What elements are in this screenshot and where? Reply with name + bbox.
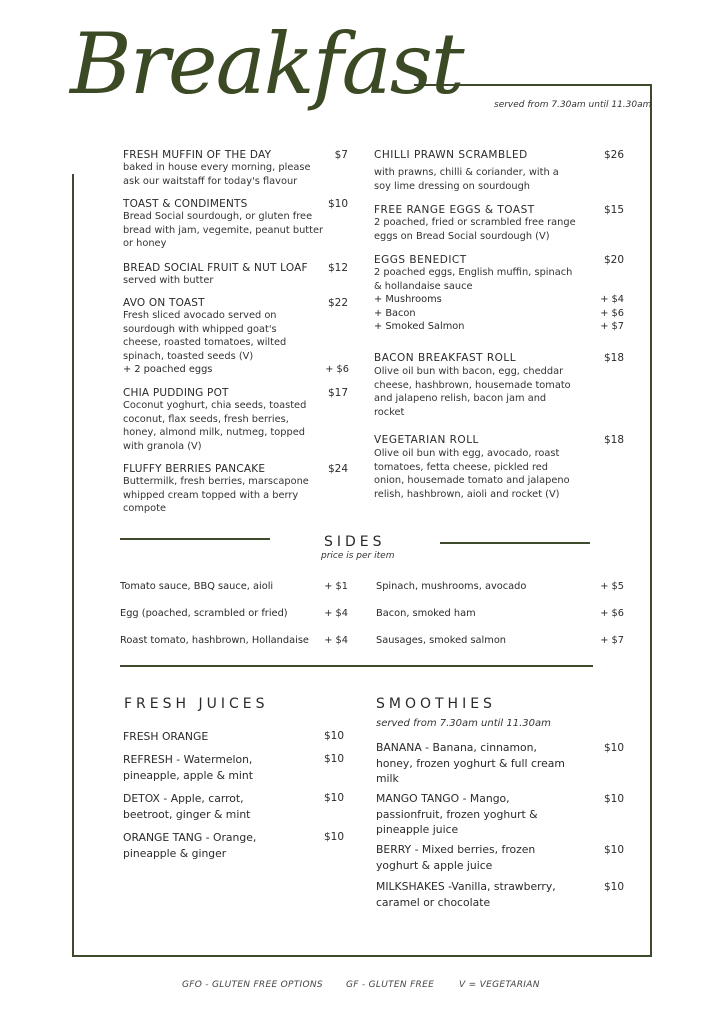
juice-item-price: $10 [323, 831, 344, 843]
menu-item-description-block [374, 447, 626, 501]
menu-item-price: $10 [327, 198, 348, 210]
menu-item-description: sourdough with whipped goat's [123, 323, 277, 335]
menu-item [374, 434, 626, 501]
juice-item-text: beetroot, ginger & mint [123, 807, 251, 821]
juice-item-price: $10 [323, 792, 344, 804]
menu-item-addon [374, 307, 624, 321]
menu-item-price: $7 [334, 149, 348, 161]
juice-item-text: pineapple, apple & mint [123, 768, 254, 782]
menu-item-addon [123, 363, 349, 377]
menu-item-description: baked in house every morning, please [123, 162, 311, 173]
menu-item-description: soy lime dressing on sourdough [374, 180, 530, 192]
menu-item-description: Olive oil bun with bacon, egg, cheddar [374, 366, 564, 377]
juice-item-text: DETOX - Apple, carrot, [123, 792, 244, 805]
side-item-label: Bacon, smoked ham [376, 608, 476, 619]
menu-item-description: relish, hashbrown, aioli and rocket (V) [374, 488, 560, 500]
menu-item-description: honey, almond milk, nutmeg, topped [123, 427, 305, 438]
menu-item-addon [374, 320, 624, 334]
menu-item-name: BREAD SOCIAL FRUIT & NUT LOAF [123, 262, 308, 274]
menu-item-price: $18 [603, 352, 624, 364]
side-item-price: + $7 [600, 635, 624, 646]
addon-price: + $4 [600, 294, 624, 305]
addon-price: + $6 [600, 307, 624, 319]
menu-item-description: & hollandaise sauce [374, 280, 473, 292]
juice-item [123, 752, 313, 783]
smoothie-item-price: $10 [603, 793, 624, 805]
menu-item-description-block [374, 266, 626, 293]
menu-item-price: $17 [327, 387, 348, 399]
smoothie-item-price: $10 [603, 742, 624, 754]
side-item-label: Tomato sauce, BBQ sauce, aioli [120, 581, 274, 592]
menu-item-description-block [374, 216, 626, 243]
menu-item-description: 2 poached eggs, English muffin, spinach [374, 267, 573, 278]
menu-item-name: CHILLI PRAWN SCRAMBLED [374, 149, 528, 161]
smoothie-item-text: honey, frozen yoghurt & full cream [376, 756, 565, 770]
juice-item-price: $10 [323, 730, 344, 742]
menu-item-description: whipped cream topped with a berry [123, 489, 299, 501]
smoothie-item-text: BANANA - Banana, cinnamon, [376, 741, 537, 754]
side-item-price: + $4 [324, 608, 348, 619]
menu-item-description-block [374, 365, 626, 419]
smoothie-item-text: caramel or chocolate [376, 895, 491, 909]
menu-item-description: or honey [123, 238, 167, 249]
juice-item [123, 729, 313, 745]
menu-item-description: onion, housemade tomato and jalapeno [374, 475, 570, 486]
side-item-label: Roast tomato, hashbrown, Hollandaise [120, 635, 309, 646]
menu-item-price: $18 [603, 434, 624, 446]
menu-item-price: $12 [327, 262, 348, 274]
menu-item-price: $20 [603, 254, 624, 266]
menu-item-description-block [374, 166, 626, 193]
smoothie-item-text: milk [376, 772, 399, 785]
menu-item [374, 149, 626, 193]
menu-item-description: rocket [374, 406, 405, 418]
served-hours: served from 7.30am until 11.30am [494, 100, 652, 110]
smoothie-item [376, 740, 601, 787]
juice-item-text: pineapple & ginger [123, 846, 227, 860]
addon-price: + $6 [325, 364, 349, 375]
menu-item-description: cheese, hashbrown, housemade tomato [374, 379, 571, 391]
frame-right-line [650, 84, 652, 957]
menu-item [374, 204, 626, 243]
menu-item [374, 254, 626, 334]
footer-v: V = VEGETARIAN [459, 980, 540, 990]
sides-bottom-divider [120, 665, 593, 667]
side-item-price: + $6 [600, 608, 624, 619]
sides-divider-left [120, 538, 270, 540]
menu-item-name: CHIA PUDDING POT [123, 387, 229, 399]
menu-item-description: cheese, roasted tomatoes, wilted [123, 337, 287, 348]
smoothies-served: served from 7.30am until 11.30am [376, 718, 551, 729]
menu-item-price: $24 [327, 463, 348, 475]
sides-subtitle: price is per item [321, 551, 395, 561]
smoothie-item-text: MILKSHAKES -Vanilla, strawberry, [376, 880, 556, 893]
menu-item-name: FRESH MUFFIN OF THE DAY [123, 149, 272, 161]
menu-item-description: Coconut yoghurt, chia seeds, toasted [123, 400, 307, 411]
smoothie-item-text: passionfruit, frozen yoghurt & [376, 807, 538, 821]
addon-label: + Bacon [374, 307, 416, 319]
smoothie-item [376, 842, 601, 873]
side-item-label: Spinach, mushrooms, avocado [376, 581, 527, 592]
menu-item-description: coconut, flax seeds, fresh berries, [123, 413, 289, 425]
juice-item-price: $10 [323, 753, 344, 765]
menu-item-description: ask our waitstaff for today's flavour [123, 175, 298, 187]
juice-item-text: REFRESH - Watermelon, [123, 753, 253, 766]
smoothie-item [376, 791, 601, 838]
addon-price: + $7 [600, 321, 624, 332]
footer-gfo: GFO - GLUTEN FREE OPTIONS [182, 980, 323, 990]
menu-item-name: BACON BREAKFAST ROLL [374, 352, 517, 364]
juice-item-text: FRESH ORANGE [123, 730, 209, 743]
addon-label: + Smoked Salmon [374, 321, 465, 332]
footer-gf: GF - GLUTEN FREE [346, 980, 435, 990]
menu-item-name: FREE RANGE EGGS & TOAST [374, 204, 535, 216]
juice-item-text: ORANGE TANG - Orange, [123, 831, 257, 844]
menu-item-description: compote [123, 503, 167, 514]
smoothies-title: SMOOTHIES [376, 696, 496, 712]
menu-item-description: Buttermilk, fresh berries, marscapone [123, 476, 309, 487]
menu-item-price: $22 [327, 297, 348, 309]
menu-item-description: eggs on Bread Social sourdough (V) [374, 230, 550, 242]
page-title: Breakfast [70, 15, 463, 113]
smoothie-item-text: MANGO TANGO - Mango, [376, 792, 510, 805]
frame-left-line [72, 174, 74, 957]
smoothie-item-text: BERRY - Mixed berries, frozen [376, 843, 536, 856]
side-item-price: + $1 [324, 581, 348, 592]
menu-item-description: tomatoes, fetta cheese, pickled red [374, 461, 549, 473]
menu-item [374, 352, 626, 419]
menu-item-description: bread with jam, vegemite, peanut butter [123, 224, 324, 236]
menu-item-description: Fresh sliced avocado served on [123, 310, 277, 321]
menu-item-description: with granola (V) [123, 440, 202, 452]
menu-item-name: AVO ON TOAST [123, 297, 205, 309]
side-item-label: Egg (poached, scrambled or fried) [120, 608, 288, 619]
addon-label: + Mushrooms [374, 294, 442, 305]
menu-item-description: served with butter [123, 275, 214, 286]
menu-item-addon [374, 293, 624, 307]
menu-item-description: Olive oil bun with egg, avocado, roast [374, 448, 560, 459]
smoothie-item-price: $10 [603, 881, 624, 893]
sides-divider-right [440, 542, 590, 544]
menu-item-name: TOAST & CONDIMENTS [123, 198, 248, 210]
menu-item-description: and jalapeno relish, bacon jam and [374, 393, 547, 404]
smoothie-item-price: $10 [603, 844, 624, 856]
menu-item-description: 2 poached, fried or scrambled free range [374, 217, 576, 228]
smoothie-item-text: pineapple juice [376, 823, 459, 836]
smoothie-item-text: yoghurt & apple juice [376, 858, 493, 872]
side-item-price: + $4 [324, 635, 348, 646]
menu-item-price: $15 [603, 204, 624, 216]
juice-item [123, 830, 313, 861]
frame-bottom-line [72, 955, 652, 957]
sides-title: SIDES [324, 534, 386, 550]
menu-item-name: VEGETARIAN ROLL [374, 434, 479, 446]
menu-item-name: EGGS BENEDICT [374, 254, 467, 266]
smoothie-item [376, 879, 601, 910]
menu-item-name: FLUFFY BERRIES PANCAKE [123, 463, 266, 475]
juices-title: FRESH JUICES [124, 696, 269, 712]
addon-label: + 2 poached eggs [123, 364, 213, 375]
menu-item-price: $26 [603, 149, 624, 161]
side-item-label: Sausages, smoked salmon [376, 635, 507, 646]
menu-item-description: spinach, toasted seeds (V) [123, 350, 254, 362]
juice-item [123, 791, 313, 822]
menu-item-description: with prawns, chilli & coriander, with a [374, 167, 559, 178]
side-item-price: + $5 [600, 581, 624, 592]
menu-item-description: Bread Social sourdough, or gluten free [123, 211, 313, 222]
